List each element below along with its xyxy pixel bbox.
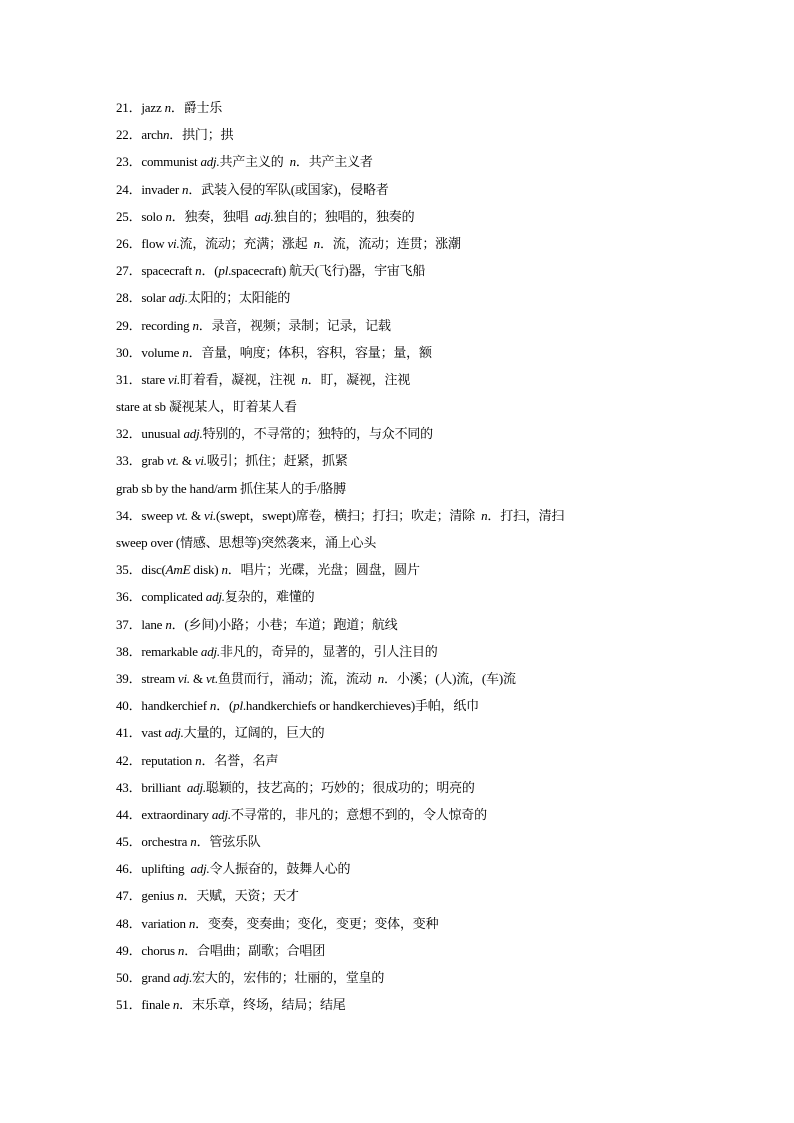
entry-text: 32．unusual (116, 426, 184, 442)
entry-text: 盯着看，凝视，注视 (180, 371, 302, 387)
part-of-speech-label: n (377, 670, 385, 686)
part-of-speech-label: n (172, 997, 180, 1013)
entry-text: ．唱片；光碟，光盘；圆盘，圆片 (227, 562, 420, 578)
part-of-speech-label: adj. (200, 643, 220, 659)
part-of-speech-label: n (301, 371, 308, 387)
part-of-speech-label: adj. (254, 208, 274, 224)
entry-text: .spacecraft) 航天(飞行)器，宇宙飞船 (228, 263, 426, 279)
vocabulary-entry (116, 121, 756, 148)
entry-text: ．流，流动；连贯；涨潮 (319, 235, 461, 251)
entry-text: (swept，swept)席卷，横扫；打扫；吹走；清除 (216, 507, 482, 523)
entry-text: ．合唱曲；副歌；合唱团 (184, 942, 326, 958)
part-of-speech-label: AmE (165, 562, 191, 578)
part-of-speech-label: adj. (190, 861, 210, 877)
vocabulary-entry (116, 937, 756, 964)
part-of-speech-label: adj. (200, 154, 220, 170)
entry-text: 26．flow (116, 235, 168, 251)
entry-text: & (187, 507, 204, 523)
entry-text: 29．recording (116, 317, 193, 333)
entry-text: 40．handkerchief (116, 698, 210, 714)
entry-text: 21．jazz (116, 100, 165, 115)
part-of-speech-label: n (165, 208, 172, 224)
part-of-speech-label: n (164, 100, 171, 115)
vocabulary-entry (116, 719, 756, 746)
entry-text: 44．extraordinary (116, 806, 212, 822)
part-of-speech-label: n (195, 263, 202, 279)
vocabulary-entry (116, 828, 756, 855)
part-of-speech-label: adj. (183, 426, 203, 442)
vocabulary-entry (116, 910, 756, 937)
vocabulary-list (116, 94, 756, 1018)
vocabulary-entry (116, 556, 756, 583)
part-of-speech-label: adj. (168, 290, 188, 306)
entry-text: 37．lane (116, 616, 166, 632)
entry-text: 大量的，辽阔的，巨大的 (183, 725, 325, 741)
entry-text: ．(乡间)小路；小巷；车道；跑道；航线 (171, 616, 398, 632)
part-of-speech-label: n (182, 344, 189, 360)
part-of-speech-label: adj. (205, 589, 225, 605)
part-of-speech-label: n (165, 616, 172, 632)
entry-text: 吸引；抓住；赶紧，抓紧 (206, 453, 348, 469)
entry-text: ．变奏，变奏曲；变化，变更；变体，变种 (195, 915, 439, 931)
entry-text: 23．communist (116, 154, 201, 170)
entry-text: & (189, 670, 206, 686)
vocabulary-entry (116, 502, 756, 529)
part-of-speech-label: n (209, 698, 217, 714)
entry-text: 38．remarkable (116, 643, 201, 659)
vocabulary-entry (116, 801, 756, 828)
entry-text: 特别的，不寻常的；独特的，与众不同的 (202, 426, 433, 442)
part-of-speech-label: vt. (205, 670, 219, 686)
entry-text: 51．finale (116, 997, 173, 1013)
entry-text: 24．invader (116, 181, 183, 197)
part-of-speech-label: adj. (186, 779, 206, 795)
part-of-speech-label: adj. (164, 725, 184, 741)
entry-text: 鱼贯而行，涌动；流，流动 (218, 670, 378, 686)
vocabulary-entry (116, 203, 756, 230)
entry-text: 太阳的；太阳能的 (187, 290, 291, 306)
entry-text: 22．arch (116, 127, 163, 143)
part-of-speech-label: adj. (211, 806, 231, 822)
entry-text: disk) (190, 562, 222, 578)
entry-text: 42．reputation (116, 752, 196, 768)
entry-text: ．小溪；(人)流，(车)流 (384, 670, 516, 686)
entry-text: 35．disc( (116, 562, 166, 578)
entry-text: grab sb by the hand/arm 抓住某人的手/胳膊 (116, 480, 346, 496)
vocabulary-entry (116, 692, 756, 719)
vocabulary-entry (116, 774, 756, 801)
vocabulary-entry (116, 747, 756, 774)
entry-text: ．爵士乐 (170, 100, 223, 115)
part-of-speech-label: n (192, 317, 199, 333)
vocabulary-entry (116, 529, 756, 556)
entry-text: 27．spacecraft (116, 263, 196, 279)
entry-text: 36．complicated (116, 589, 206, 605)
part-of-speech-label: vt. (166, 453, 179, 469)
part-of-speech-label: n (289, 154, 296, 170)
vocabulary-entry (116, 855, 756, 882)
entry-text: 复杂的，难懂的 (224, 589, 315, 605)
entry-text: ．盯，凝视，注视 (307, 371, 411, 387)
vocabulary-entry (116, 366, 756, 393)
entry-text: ．管弦乐队 (196, 834, 261, 850)
part-of-speech-label: vi. (177, 670, 190, 686)
entry-text: .handkerchiefs or handkerchieves)手帕，纸巾 (242, 698, 479, 714)
entry-text: 宏大的，宏伟的；壮丽的，堂皇的 (192, 970, 385, 985)
part-of-speech-label: vi. (167, 235, 180, 251)
entry-text: ．独奏，独唱 (171, 208, 255, 224)
entry-text: 48．variation (116, 915, 189, 931)
part-of-speech-label: vi. (168, 371, 181, 387)
entry-text: ．录音，视频；录制；记录，记载 (198, 317, 391, 333)
part-of-speech-label: vi. (204, 507, 217, 523)
entry-text: 50．grand (116, 970, 174, 985)
vocabulary-entry (116, 611, 756, 638)
part-of-speech-label: vi. (194, 453, 207, 469)
entry-text: ．武装入侵的军队(或国家)，侵略者 (188, 181, 389, 197)
vocabulary-entry (116, 475, 756, 502)
vocabulary-entry (116, 991, 756, 1018)
entry-text: 独自的；独唱的，独奏的 (273, 208, 415, 224)
entry-text: ．( (201, 263, 219, 279)
vocabulary-entry (116, 148, 756, 175)
part-of-speech-label: n (162, 127, 170, 143)
part-of-speech-label: n (182, 181, 189, 197)
vocabulary-entry (116, 94, 756, 121)
vocabulary-entry (116, 176, 756, 203)
vocabulary-entry (116, 882, 756, 909)
entry-text: ．音量，响度；体积，容积，容量；量，额 (188, 344, 432, 360)
vocabulary-entry (116, 257, 756, 284)
entry-text: 46．uplifting (116, 861, 191, 877)
entry-text: & (178, 453, 195, 469)
entry-text: ．共产主义者 (295, 154, 373, 170)
entry-text: 34．sweep (116, 507, 176, 523)
part-of-speech-label: adj. (173, 970, 193, 985)
entry-text: 45．orchestra (116, 834, 191, 850)
vocabulary-entry (116, 447, 756, 474)
vocabulary-entry (116, 638, 756, 665)
vocabulary-entry (116, 665, 756, 692)
entry-text: 31．stare (116, 371, 168, 387)
vocabulary-entry (116, 420, 756, 447)
vocabulary-entry (116, 339, 756, 366)
vocabulary-entry (116, 393, 756, 420)
part-of-speech-label: n (190, 834, 197, 850)
entry-text: 41．vast (116, 725, 165, 741)
vocabulary-entry (116, 284, 756, 311)
entry-text: 28．solar (116, 290, 169, 306)
part-of-speech-label: n (313, 235, 320, 251)
entry-text: 共产主义的 (219, 154, 290, 170)
part-of-speech-label: pl (218, 263, 229, 279)
part-of-speech-label: vt. (175, 507, 188, 523)
entry-text: ．拱门；拱 (169, 127, 234, 143)
entry-text: 30．volume (116, 344, 183, 360)
entry-text: stare at sb 凝视某人，盯着某人看 (116, 399, 297, 415)
entry-text: 49．chorus (116, 942, 178, 958)
part-of-speech-label: n (177, 888, 184, 904)
entry-text: ．末乐章，终场，结局；结尾 (179, 997, 346, 1013)
part-of-speech-label: n (188, 915, 196, 931)
part-of-speech-label: n (177, 942, 185, 958)
entry-text: sweep over (情感、思想等)突然袭来，涌上心头 (116, 535, 377, 550)
entry-text: 33．grab (116, 453, 167, 469)
entry-text: ．天赋，天资；天才 (183, 888, 299, 904)
entry-text: 47．genius (116, 888, 178, 904)
part-of-speech-label: n (481, 507, 488, 523)
entry-text: 39．stream (116, 670, 178, 686)
part-of-speech-label: n (221, 562, 228, 578)
entry-text: 流，流动；充满；涨起 (179, 235, 314, 251)
entry-text: 不寻常的，非凡的；意想不到的，令人惊奇的 (230, 806, 487, 822)
part-of-speech-label: n (195, 752, 202, 768)
entry-text: 43．brilliant (116, 779, 187, 795)
vocabulary-entry (116, 964, 756, 991)
vocabulary-entry (116, 583, 756, 610)
entry-text: 聪颖的，技艺高的；巧妙的；很成功的；明亮的 (205, 779, 475, 795)
entry-text: 25．solo (116, 208, 166, 224)
entry-text: ．名誉，名声 (201, 752, 279, 768)
entry-text: 非凡的，奇异的，显著的，引人注目的 (219, 643, 438, 659)
entry-text: 令人振奋的，鼓舞人心的 (209, 861, 351, 877)
part-of-speech-label: pl (233, 698, 243, 714)
vocabulary-entry (116, 230, 756, 257)
entry-text: ．( (216, 698, 234, 714)
entry-text: ．打扫，清扫 (487, 507, 565, 523)
vocabulary-entry (116, 312, 756, 339)
